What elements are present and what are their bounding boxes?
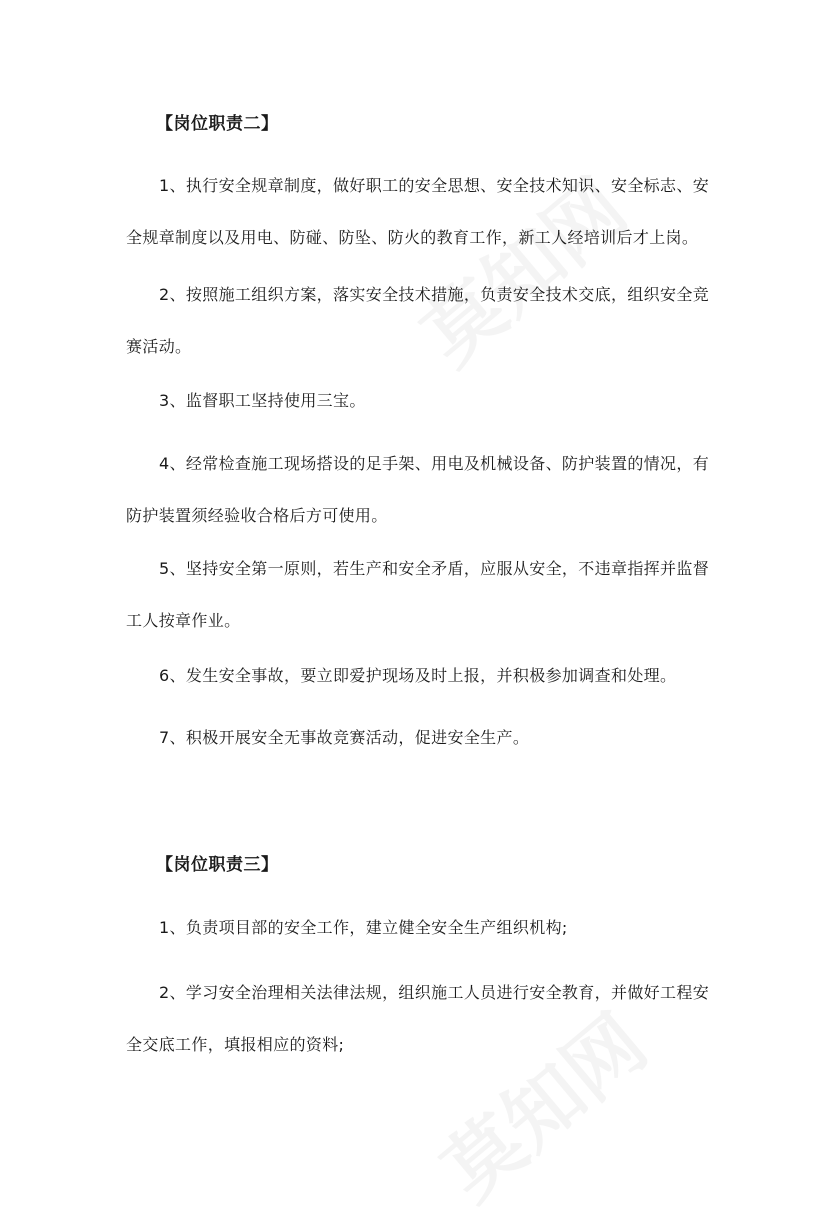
paragraph: 6、发生安全事故，要立即爱护现场及时上报，并积极参加调查和处理。 xyxy=(159,666,677,685)
paragraph: 7、积极开展安全无事故竞赛活动，促进安全生产。 xyxy=(159,728,530,747)
paragraph: 1、执行安全规章制度，做好职工的安全思想、安全技术知识、安全标志、安全规章制度以及用电、防碰、防坠、防火的教育工作，新工人经培训后才上岗。 xyxy=(126,176,710,247)
paragraph: 3、监督职工坚持使用三宝。 xyxy=(159,391,366,410)
section-title: 【岗位职责三】 xyxy=(156,855,279,875)
paragraph: 2、学习安全治理相关法律法规，组织施工人员进行安全教育，并做好工程安全交底工作，填报相应的资料; xyxy=(126,983,710,1054)
paragraph: 5、坚持安全第一原则，若生产和安全矛盾，应服从安全，不违章指挥并监督工人按章作业。 xyxy=(126,559,710,630)
paragraph: 1、负责项目部的安全工作，建立健全安全生产组织机构; xyxy=(159,918,568,937)
paragraph: 2、按照施工组织方案，落实安全技术措施，负责安全技术交底，组织安全竞赛活动。 xyxy=(126,285,710,356)
paragraph: 4、经常检查施工现场搭设的足手架、用电及机械设备、防护装置的情况，有防护装置须经验收合格后方可使用。 xyxy=(126,454,710,525)
section-title: 【岗位职责二】 xyxy=(156,114,279,134)
